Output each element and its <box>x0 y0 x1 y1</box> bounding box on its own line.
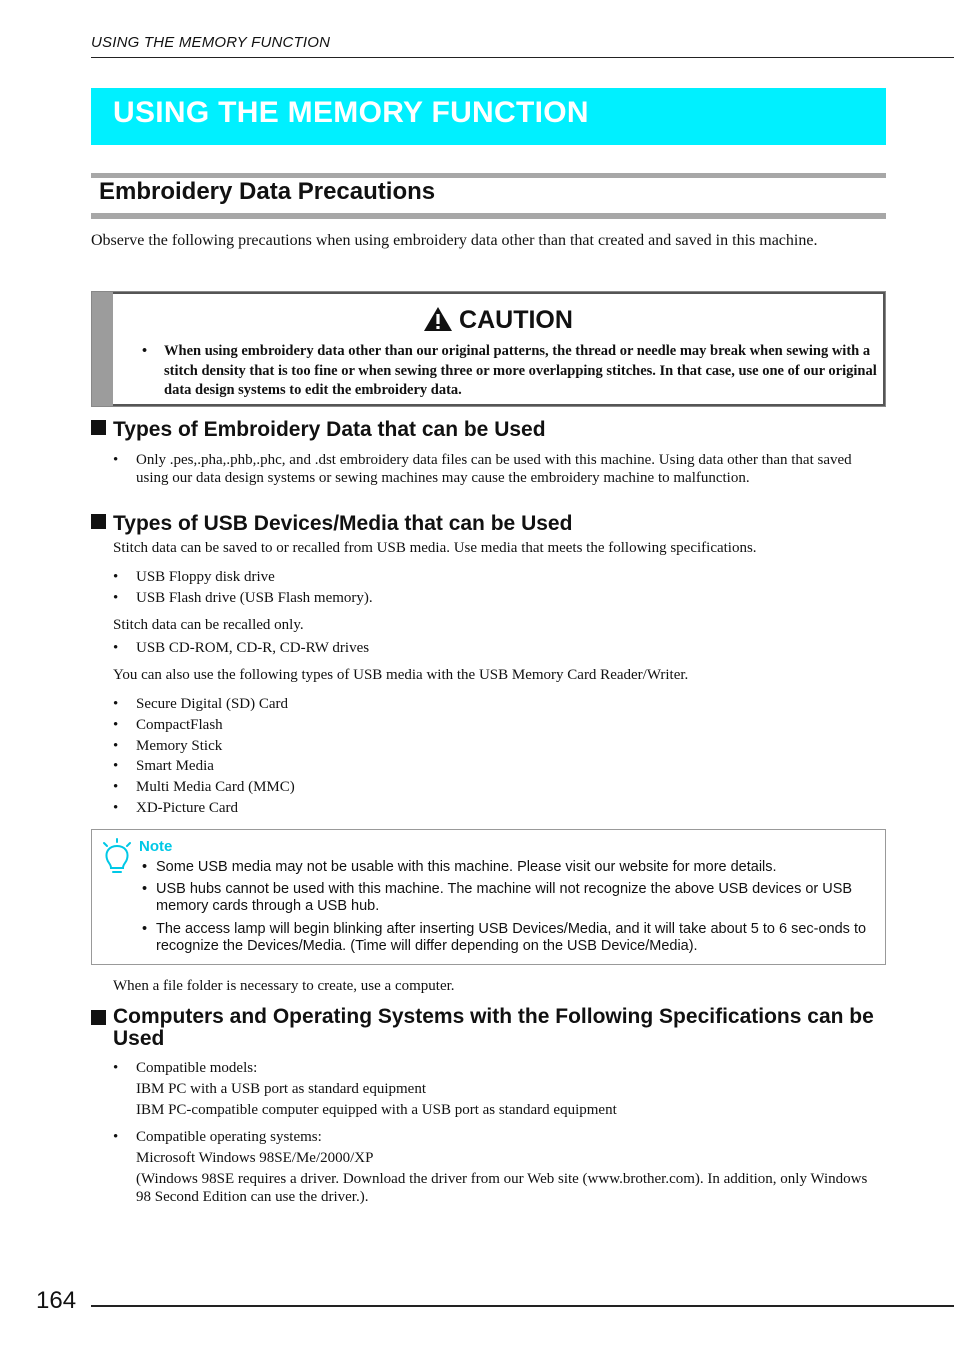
list-item: • XD-Picture Card <box>113 800 238 818</box>
caution-text: • When using embroidery data other than our original patterns, the thread or needle may break when sewing with a stitch density that is too fine or when sewing three or more overlapping stitches. In that case, use one of our original data design systems to edit the embroidery data. <box>142 342 889 401</box>
heading-types-usb <box>91 513 572 535</box>
list-item <box>113 1129 886 1206</box>
heading-types-usb-text: Types of USB Devices/Media that can be Used <box>113 512 573 535</box>
note-box <box>91 829 886 965</box>
footer-rule <box>91 1305 954 1307</box>
caution-inner <box>113 292 885 406</box>
warning-triangle-icon <box>423 306 453 332</box>
recall-only-text: Stitch data can be recalled only. <box>113 617 304 633</box>
os-label: • Compatible operating systems: <box>136 1129 322 1145</box>
models-label: • Compatible models: <box>136 1060 258 1076</box>
usb-intro: Stitch data can be saved to or recalled from USB media. Use media that meets the following specifications. <box>113 540 757 556</box>
note-label: Note <box>139 838 173 855</box>
section-title: Embroidery Data Precautions <box>99 178 436 205</box>
page-number: 164 <box>36 1287 77 1314</box>
model-line: IBM PC with a USB port as standard equipment <box>136 1081 426 1097</box>
square-bullet-icon <box>91 514 106 529</box>
heading-types-data <box>91 419 546 441</box>
list-item: • Multi Media Card (MMC) <box>113 779 295 797</box>
caution-heading <box>113 306 883 335</box>
list-item: • USB CD-ROM, CD-R, CD-RW drives <box>113 640 369 658</box>
list-item: • USB Flash drive (USB Flash memory). <box>113 590 373 608</box>
intro-paragraph: Observe the following precautions when using embroidery data other than that created and saved in this machine. <box>91 232 818 249</box>
heading-computers-text: Computers and Operating Systems with the Following Specifications can be Used <box>113 1005 874 1050</box>
note-item: • Some USB media may not be usable with this machine. Please visit our website for more details. <box>142 859 898 876</box>
list-item: • CompactFlash <box>113 717 223 735</box>
chapter-title: USING THE MEMORY FUNCTION <box>113 96 589 129</box>
os-line: Microsoft Windows 98SE/Me/2000/XP <box>136 1150 374 1166</box>
list-item: • Memory Stick <box>113 738 222 756</box>
list-item: • Secure Digital (SD) Card <box>113 696 288 714</box>
caution-box <box>91 291 886 407</box>
list-item: • Only .pes,.pha,.phb,.phc, and .dst embroidery data files can be used with this machine. Using data other than that saved using our data design systems or sewing machines may cause the embroidery machine to malfunction. <box>113 452 886 487</box>
section-rule-bottom <box>91 213 886 219</box>
heading-types-data-text: Types of Embroidery Data that can be Used <box>113 418 546 441</box>
chapter-title-band <box>91 88 886 145</box>
running-header: USING THE MEMORY FUNCTION <box>91 34 331 51</box>
heading-computers <box>91 1006 881 1050</box>
folder-note: When a file folder is necessary to create, use a computer. <box>113 978 455 994</box>
note-item: • The access lamp will begin blinking after inserting USB Devices/Media, and it will take about 5 to 6 sec-onds to recognize the Devices/Media. (Time will differ depending on the USB Device/Media). <box>142 921 898 955</box>
os-note: (Windows 98SE requires a driver. Download the driver from our Web site (www.brother.com). In addition, only Windows 98 Second Edition can use the driver.). <box>136 1171 868 1205</box>
list-item <box>113 1060 886 1120</box>
header-rule <box>91 57 954 58</box>
note-lightbulb-icon <box>100 838 134 876</box>
list-item: • Smart Media <box>113 758 214 776</box>
caution-label: CAUTION <box>459 306 573 334</box>
square-bullet-icon <box>91 420 106 435</box>
list-item: • USB Floppy disk drive <box>113 569 275 587</box>
reader-intro: You can also use the following types of USB media with the USB Memory Card Reader/Writer. <box>113 667 689 683</box>
note-item: • USB hubs cannot be used with this machine. The machine will not recognize the above USB devices or USB memory cards through a USB hub. <box>142 881 898 915</box>
caution-side-bar <box>92 292 113 406</box>
model-line: IBM PC-compatible computer equipped with a USB port as standard equipment <box>136 1102 617 1118</box>
square-bullet-icon <box>91 1010 106 1025</box>
